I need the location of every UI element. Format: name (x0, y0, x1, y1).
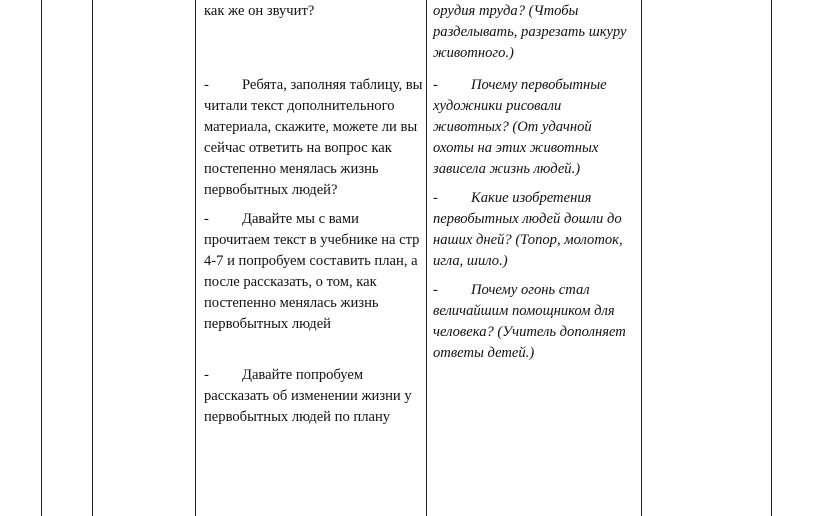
teacher-question-3 (204, 365, 424, 428)
list-dash: - (204, 367, 209, 383)
teacher-intro-text: как же он звучит? (204, 3, 315, 19)
student-answer-3 (433, 280, 633, 364)
teacher-question-2 (204, 209, 424, 335)
table-border (641, 0, 642, 516)
student-intro-text: орудия труда? (Чтобы разделывать, разрезать шкуру животного.) (433, 3, 627, 61)
teacher-question-2-text: Давайте мы с вами прочитаем текст в учебнике на стр 4-7 и попробуем составить план, а после рассказать, о том, как постепенно менялась жизнь первобытных людей (204, 211, 420, 332)
list-dash: - (204, 211, 209, 227)
student-answer-2-text: Какие изобретения первобытных людей дошли до наших дней? (Топор, молоток, игла, шило.) (433, 190, 623, 269)
table-border (41, 0, 42, 516)
teacher-question-1 (204, 75, 424, 201)
teacher-activity-cell (204, 1, 424, 428)
list-dash: - (433, 190, 438, 206)
student-answer-3-text: Почему огонь стал величайшим помощником для человека? (Учитель дополняет ответы детей.) (433, 282, 626, 361)
table-border (426, 0, 427, 516)
student-answer-2 (433, 188, 633, 272)
student-activity-cell (433, 1, 633, 364)
teacher-question-3-text: Давайте попробуем рассказать об изменении жизни у первобытных людей по плану (204, 367, 412, 425)
list-dash: - (433, 282, 438, 298)
student-answer-1 (433, 75, 633, 180)
student-answer-1-text: Почему первобытные художники рисовали животных? (От удачной охоты на этих животных зависела жизнь людей.) (433, 77, 607, 177)
table-border (195, 0, 196, 516)
list-dash: - (204, 77, 209, 93)
teacher-question-1-text: Ребята, заполняя таблицу, вы читали текст дополнительного материала, скажите, можете ли вы сейчас ответить на вопрос как постепенно менялась жизнь первобытных людей? (204, 77, 423, 198)
table-border (92, 0, 93, 516)
table-border (771, 0, 772, 516)
list-dash: - (433, 77, 438, 93)
